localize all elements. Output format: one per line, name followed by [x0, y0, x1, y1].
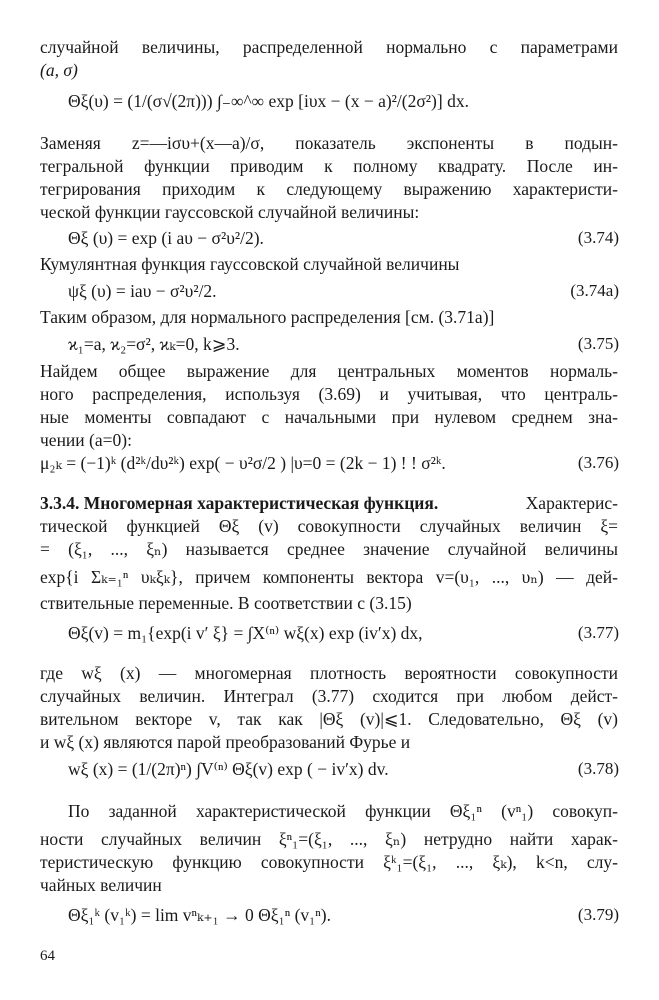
- text-line: и wξ (x) являются парой преобразований Фурье и: [40, 732, 411, 752]
- equation-3-79: Θξ₁ᵏ (v₁ᵏ) = lim vⁿₖ₊₁ → 0 Θξ₁ⁿ (v₁ⁿ).: [68, 905, 331, 925]
- equation-3-74a: ψξ (υ) = iaυ − σ²υ²/2.: [68, 281, 217, 301]
- section-line: [40, 492, 618, 514]
- equation-3-76: μ₂ₖ = (−1)ᵏ (d²ᵏ/dυ²ᵏ) exp( − υ²σ/2 ) |υ=0 = (2k − 1) ! ! σ²ᵏ.: [40, 453, 446, 473]
- text-line: ные моменты совпадают с начальными при нулевом среднем зна-: [40, 407, 618, 427]
- text-line: ности случайных величин ξⁿ₁=(ξ₁, ..., ξₙ) нетрудно найти харак-: [40, 829, 618, 849]
- equation-3-75: ϰ₁=a, ϰ₂=σ², ϰₖ=0, k⩾3.: [68, 334, 240, 354]
- text-line: По заданной характеристической функции Θξ₁ⁿ (vⁿ₁) совокуп-: [68, 801, 618, 821]
- text-line: где wξ (x) — многомерная плотность вероятности совокупности: [40, 663, 618, 683]
- text-line: Заменяя z=—iσυ+(x—a)/σ, показатель экспоненты в подын-: [40, 133, 618, 153]
- equation-number: (3.77): [577, 623, 619, 642]
- page-number: 64: [40, 948, 55, 964]
- text-line: (a, σ): [40, 60, 78, 80]
- text-line: Таким образом, для нормального распределения [см. (3.71а)]: [40, 307, 495, 327]
- text-line: exp{i Σₖ₌₁ⁿ υₖξₖ}, причем компоненты вектора v=(υ₁, ..., υₙ) — дей-: [40, 567, 618, 587]
- text-line: = (ξ₁, ..., ξₙ) называется среднее значение случайной величины: [40, 539, 618, 559]
- equation-char-fn-gauss-integral: Θξ(υ) = (1/(σ√(2π))) ∫₋∞^∞ exp [iυx − (x − a)²/(2σ²)] dx.: [68, 91, 469, 111]
- equation-number: (3.76): [577, 453, 619, 472]
- equation-3-78: wξ (x) = (1/(2π)ⁿ) ∫V⁽ⁿ⁾ Θξ(v) exp ( − iv′x) dv.: [68, 759, 389, 779]
- text-line: Кумулянтная функция гауссовской случайной величины: [40, 254, 460, 274]
- equation-number: (3.78): [577, 759, 619, 778]
- text-line: Найдем общее выражение для центральных моментов нормаль-: [40, 361, 618, 381]
- text-line: тегральной функции приводим к полному квадрату. После ин-: [40, 156, 618, 176]
- text-line: ствительные переменные. В соответствии с (3.15): [40, 593, 412, 613]
- section-text: Характерис-: [525, 493, 618, 513]
- text-line: тической функцией Θξ (v) совокупности случайных величин ξ=: [40, 516, 618, 536]
- text-line: случайной величины, распределенной нормально с параметрами: [40, 37, 618, 57]
- equation-number: (3.74а): [570, 281, 619, 300]
- equation-3-77: Θξ(v) = m₁{exp(i v′ ξ} = ∫X⁽ⁿ⁾ wξ(x) exp (iv′x) dx,: [68, 623, 423, 643]
- text-line: ческой функции гауссовской случайной величины:: [40, 202, 420, 222]
- section-heading: 3.3.4. Многомерная характеристическая функция.: [40, 493, 439, 513]
- text-line: случайных величин. Интеграл (3.77) сходится при любом дейст-: [40, 686, 618, 706]
- equation-number: (3.75): [577, 334, 619, 353]
- text-line: теристическую функцию совокупности ξᵏ₁=(ξ₁, ..., ξₖ), k<n, слу-: [40, 852, 618, 872]
- equation-number: (3.79): [577, 905, 619, 924]
- text-line: тегрирования приходим к следующему выражению характеристи-: [40, 179, 618, 199]
- equation-number: (3.74): [577, 228, 619, 247]
- text-line: чении (a=0):: [40, 430, 132, 450]
- equation-3-74: Θξ (υ) = exp (i aυ − σ²υ²/2).: [68, 228, 264, 248]
- text-line: ного распределения, используя (3.69) и учитывая, что централь-: [40, 384, 618, 404]
- text-line: чайных величин: [40, 875, 162, 895]
- text-line: вительном векторе v, так как |Θξ (v)|⩽1. Следовательно, Θξ (v): [40, 709, 618, 729]
